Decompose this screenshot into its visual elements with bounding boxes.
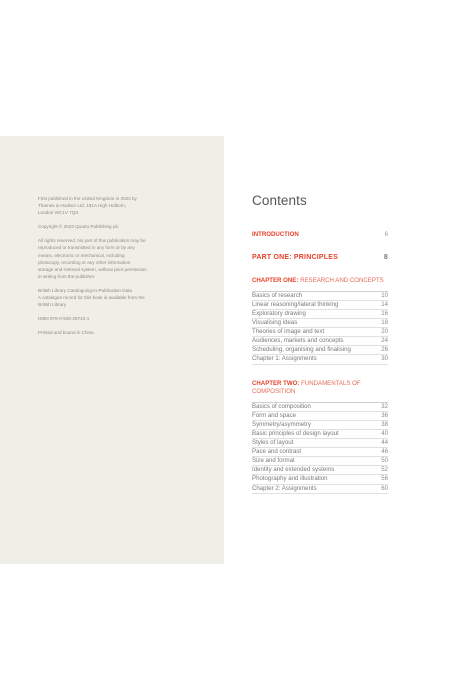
toc-entry-page: 56 xyxy=(381,475,388,483)
toc-entry xyxy=(252,319,388,328)
chapter-two-entries xyxy=(252,402,388,494)
contents-title: Contents xyxy=(252,193,307,208)
toc-entry xyxy=(252,421,388,430)
imprint-copyright: Copyright © 2023 Quarto Publishing plc xyxy=(38,224,119,230)
imprint-isbn: ISBN 978-0-500-29742-1 xyxy=(38,316,90,322)
toc-introduction xyxy=(252,231,388,240)
toc-entry-title: Basics of research xyxy=(252,291,303,299)
toc-entry xyxy=(252,457,388,466)
toc-entry-page: 16 xyxy=(381,309,388,317)
toc-entry-title: Audiences, markets and concepts xyxy=(252,337,344,345)
toc-entry xyxy=(252,301,388,310)
toc-entry-title: Pace and contrast xyxy=(252,448,302,456)
toc-entry-page: 44 xyxy=(381,439,388,447)
toc-entry-page: 14 xyxy=(381,300,388,308)
imprint-rights: All rights reserved. No part of this publication may be reproduced or transmitted in any form or by any means, electronic or mechanical, including photocopy, recording or any other information storage and retrieval system, without prior permission in writing from the publisher. xyxy=(38,238,147,279)
toc-entry xyxy=(252,403,388,412)
toc-entry xyxy=(252,355,388,364)
toc-part-one-label: PART ONE: PRINCIPLES xyxy=(252,253,338,261)
imprint-text xyxy=(38,195,168,343)
toc-entry xyxy=(252,475,388,484)
toc-entry-title: Chapter 1: Assignments xyxy=(252,355,317,363)
toc-introduction-page: 6 xyxy=(384,231,388,238)
toc-entry-page: 50 xyxy=(381,457,388,465)
toc-entry-page: 24 xyxy=(381,337,388,345)
imprint-cataloguing: British Library Cataloguing-in-Publication Data A catalogue record for this book is available from the British Library xyxy=(38,287,145,308)
toc-entry-page: 60 xyxy=(381,484,388,492)
toc-entry xyxy=(252,439,388,448)
toc-entry-title: Linear reasoning/lateral thinking xyxy=(252,300,339,308)
toc-entry xyxy=(252,448,388,457)
toc-entry-title: Identity and extended systems xyxy=(252,466,335,474)
toc-entry-page: 46 xyxy=(381,448,388,456)
toc-part-one-page: 8 xyxy=(383,253,388,261)
toc-entry xyxy=(252,485,388,494)
toc-entry xyxy=(252,310,388,319)
chapter-two-name: FUNDAMENTALS OF COMPOSITION xyxy=(252,379,361,396)
toc-entry xyxy=(252,430,388,439)
toc-entry-title: Basic principles of design layout xyxy=(252,430,339,437)
toc-entry-title: Size and format xyxy=(252,457,295,465)
toc-entry-title: Visualising ideas xyxy=(252,319,298,327)
toc-entry-title: Form and space xyxy=(252,411,297,419)
chapter-one-name: RESEARCH AND CONCEPTS xyxy=(300,277,384,285)
toc-entry-page: 20 xyxy=(381,328,388,336)
toc-entry-title: Theories of image and text xyxy=(252,328,325,336)
toc-entry-title: Styles of layout xyxy=(252,439,294,447)
toc-entry xyxy=(252,328,388,337)
toc-entry-page: 36 xyxy=(381,411,388,419)
imprint-publication: First published in the United Kingdom in 2023 by Thames & Hudson Ltd, 181A High Holborn, London WC1V 7QX xyxy=(38,196,137,216)
chapter-one-entries xyxy=(252,291,388,365)
chapter-one-label: CHAPTER ONE: xyxy=(252,277,299,285)
toc-entry xyxy=(252,346,388,355)
toc-entry xyxy=(252,412,388,421)
toc-entry xyxy=(252,292,388,301)
toc-entry-page: 26 xyxy=(381,346,388,354)
toc-entry-title: Scheduling, organising and finalising xyxy=(252,346,351,354)
toc-entry-title: Photography and illustration xyxy=(252,475,328,483)
imprint-printed: Printed and bound in China xyxy=(38,330,94,336)
toc-entry-page: 18 xyxy=(381,319,388,327)
toc-introduction-label: INTRODUCTION xyxy=(252,231,299,238)
chapter-one-heading xyxy=(252,277,388,286)
toc-entry-page: 38 xyxy=(381,420,388,428)
toc-entry-title: Exploratory drawing xyxy=(252,309,306,317)
toc-entry-page: 32 xyxy=(381,402,388,410)
chapter-two-heading xyxy=(252,380,388,397)
toc-entry-page: 30 xyxy=(381,355,388,363)
toc-entry xyxy=(252,337,388,346)
toc-entry-page: 52 xyxy=(381,466,388,474)
toc-entry-title: Basics of composition xyxy=(252,402,311,410)
toc-entry-title: Symmetry/asymmetry xyxy=(252,420,311,428)
toc-entry-title: Chapter 2: Assignments xyxy=(252,484,317,492)
table-of-contents xyxy=(252,231,388,494)
toc-entry-page: 40 xyxy=(381,430,388,437)
toc-part-one xyxy=(252,254,388,263)
chapter-two-label: CHAPTER TWO: xyxy=(252,379,300,387)
toc-entry xyxy=(252,466,388,475)
toc-entry-page: 10 xyxy=(381,291,388,299)
